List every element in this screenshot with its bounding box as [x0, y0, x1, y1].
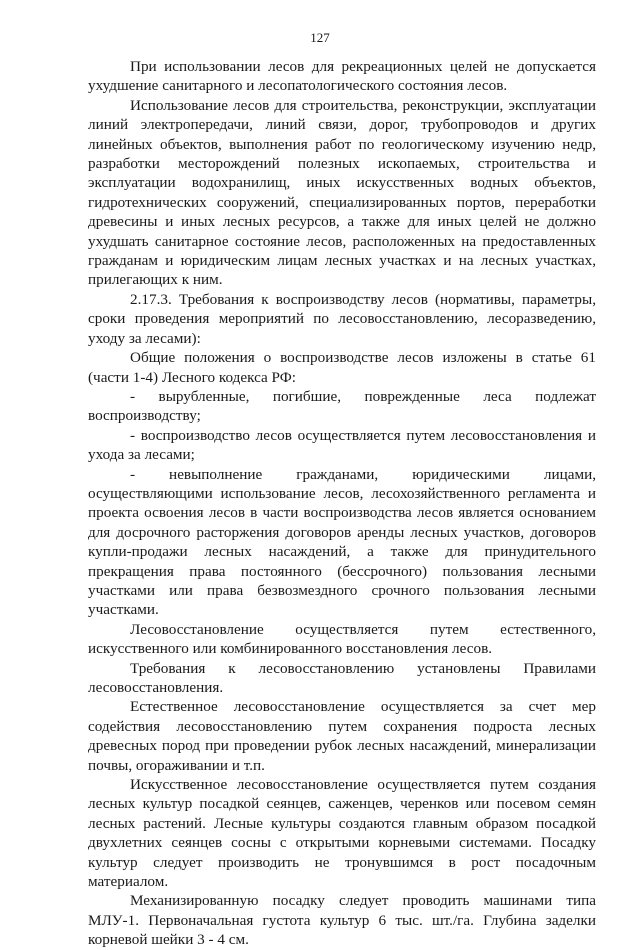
list-item-non-compliance: - невыполнение гражданами, юридическими лицами, осуществляющими использование лесов, лесохозяйственного регламента и проекта освоения лесов в части воспроизводства лесов является основанием для досрочного расторжения договоров аренды лесных участков, договоров купли-продажи лесных насаждений, а также для принудительного прекращения права постоянного (бессрочного) пользования лесными участками или права безвозмездного срочного пользования лесными участками.	[88, 465, 596, 619]
list-item-reforestation: - воспроизводство лесов осуществляется путем лесовосстановления и ухода за лесами;	[88, 426, 596, 464]
paragraph-reforestation-methods: Лесовосстановление осуществляется путем естественного, искусственного или комбинированного восстановления лесов.	[88, 620, 596, 658]
list-item-reproduction: - вырубленные, погибшие, поврежденные леса подлежат воспроизводству;	[88, 387, 596, 425]
paragraph-recreation: При использовании лесов для рекреационных целей не допускается ухудшение санитарного и лесопатологического состояния лесов.	[88, 58, 596, 95]
paragraph-artificial-reforestation: Искусственное лесовосстановление осуществляется путем создания лесных культур посадкой сеянцев, саженцев, черенков или посевом семян лесных растений. Лесные культуры создаются главным образом посадкой двухлетних сеянцев сосны с открытыми корневыми системами. Посадку культур следует производить не тронувшимся в рост посадочным материалом.	[88, 776, 596, 891]
paragraph-reforestation-rules: Требования к лесовосстановлению установлены Правилами лесовосстановления.	[88, 659, 596, 696]
paragraph-natural-reforestation: Естественное лесовосстановление осуществляется за счет мер содействия лесовосстановлению путем сохранения подроста лесных древесных пород при проведении рубок лесных насаждений, минерализации почвы, огораживании и т.п.	[88, 698, 596, 774]
document-body	[88, 57, 596, 950]
section-heading-2-17-3: 2.17.3. Требования к воспроизводству лесов (нормативы, параметры, сроки проведения мероприятий по лесовосстановлению, лесоразведению, уходу за лесами):	[88, 290, 596, 347]
paragraph-general-provisions: Общие положения о воспроизводстве лесов изложены в статье 61 (части 1-4) Лесного кодекса РФ:	[88, 349, 596, 386]
page-number: 127	[310, 30, 330, 45]
paragraph-construction-use: Использование лесов для строительства, реконструкции, эксплуатации линий электропередачи, линий связи, дорог, трубопроводов и других линейных объектов, выполнения работ по геологическому изучению недр, разработки месторождений полезных ископаемых, строительства и эксплуатации водохранилищ, иных искусственных водных объектов, гидротехнических сооружений, специализированных портов, переработки древесины и иных лесных ресурсов, а также для иных целей не должно ухудшать санитарное состояние лесов, расположенных на предоставленных гражданам и юридическим лицам лесных участках и на лесных участках, прилегающих к ним.	[88, 96, 596, 289]
paragraph-mechanized-planting: Механизированную посадку следует проводить машинами типа МЛУ-1. Первоначальная густота культур 6 тыс. шт./га. Глубина заделки корневой шейки 3 - 4 см.	[88, 892, 596, 949]
